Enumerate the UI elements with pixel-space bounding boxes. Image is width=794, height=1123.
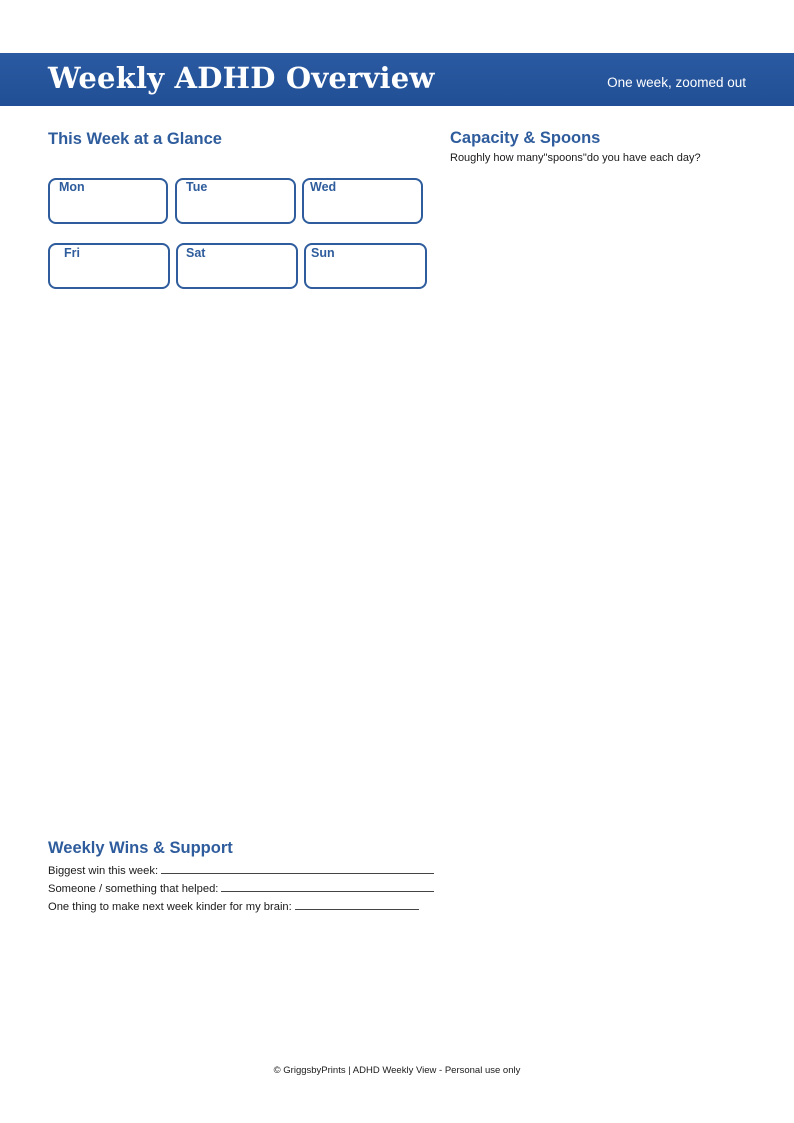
day-box-wed[interactable] (302, 178, 423, 224)
wins-prompt-next-week (48, 899, 419, 913)
wins-prompt-helped-label: Someone / something that helped: (48, 883, 219, 895)
day-box-sat[interactable] (176, 243, 298, 289)
wins-section-title: Weekly Wins & Support (48, 839, 233, 857)
capacity-section-title: Capacity & Spoons (450, 129, 601, 147)
biggest-win-field[interactable] (161, 863, 434, 874)
page-subtitle: One week, zoomed out (607, 75, 746, 90)
day-label-fri: Fri (64, 246, 80, 260)
footer-text: © GriggsbyPrints | ADHD Weekly View - Personal use only (273, 1065, 521, 1076)
next-week-field[interactable] (295, 899, 419, 910)
wins-prompt-next-week-label: One thing to make next week kinder for my brain: (48, 901, 292, 913)
day-label-mon: Mon (59, 180, 85, 194)
wins-prompt-biggest-win (48, 863, 434, 877)
day-label-wed: Wed (310, 180, 337, 194)
glance-section-title: This Week at a Glance (48, 130, 222, 148)
day-label-sat: Sat (186, 246, 206, 260)
capacity-description: Roughly how many"spoons"do you have each day? (450, 152, 701, 164)
wins-prompt-biggest-win-label: Biggest win this week: (48, 865, 159, 877)
day-box-mon[interactable] (48, 178, 168, 224)
page-title: Weekly ADHD Overview (48, 61, 435, 95)
day-box-sun[interactable] (304, 243, 427, 289)
wins-prompt-helped (48, 881, 434, 895)
day-box-tue[interactable] (175, 178, 296, 224)
day-label-sun: Sun (311, 246, 335, 260)
helped-field[interactable] (221, 881, 434, 892)
day-label-tue: Tue (186, 180, 208, 194)
day-box-fri[interactable] (48, 243, 170, 289)
